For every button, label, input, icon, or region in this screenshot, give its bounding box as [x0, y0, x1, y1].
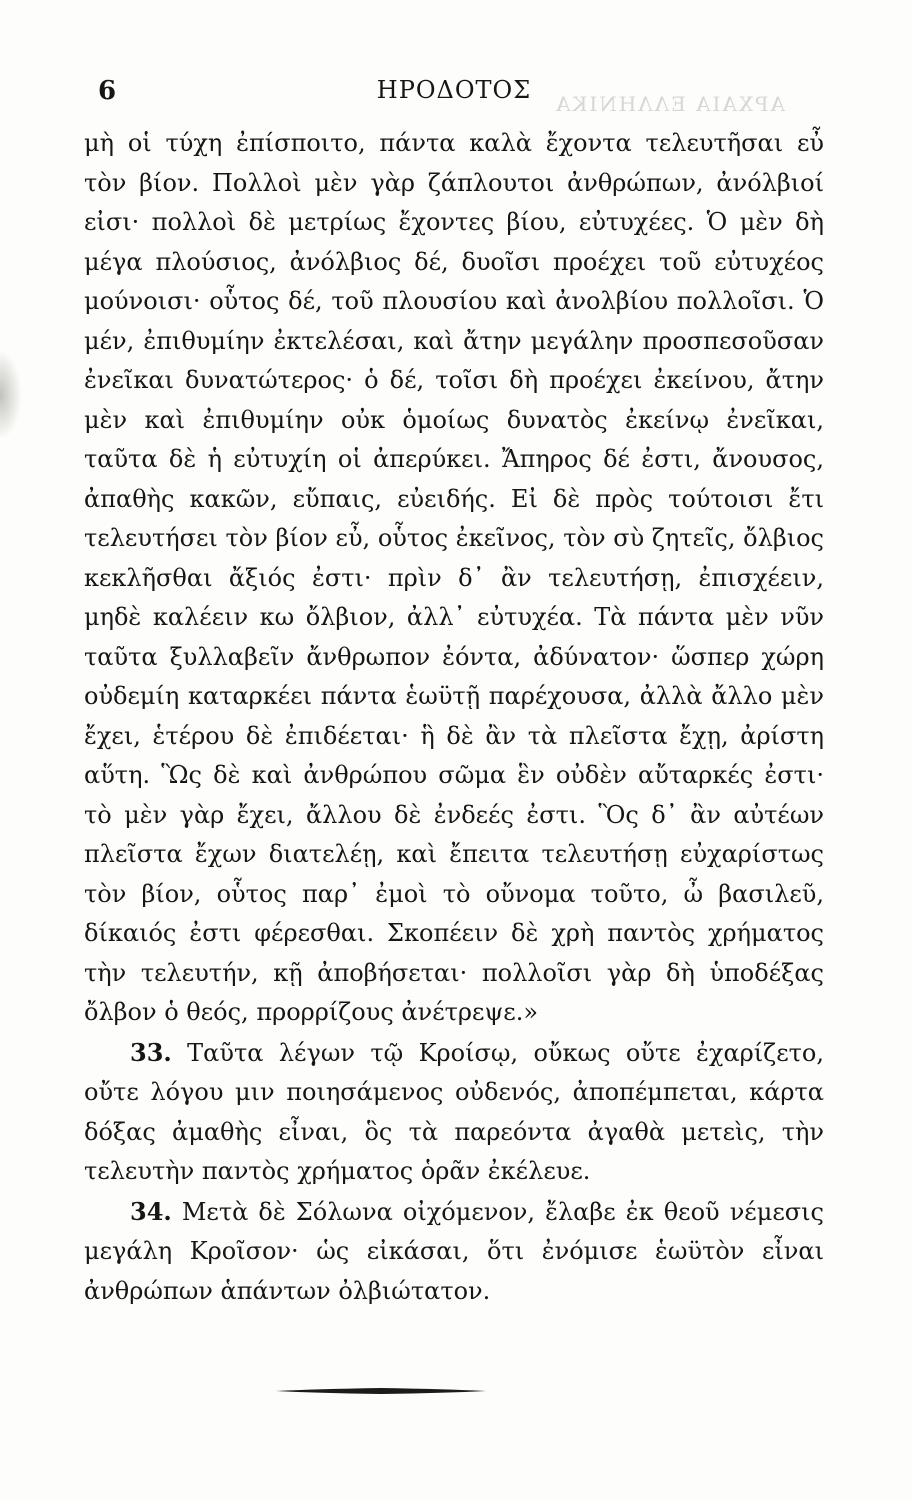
- paragraph-text: μὴ οἱ τύχη ἐπίσποιτο, πάντα καλὰ ἔχοντα τελευτῆσαι εὖ τὸν βίον. Πολλοὶ μὲν γὰρ ζάπλουτοι ἀνθρώπων, ἀνόλβιοί εἰσι· πολλοὶ δὲ μετρίως ἔχοντες βίου, εὐτυχέες. Ὁ μὲν δὴ μέγα πλούσιος, ἀνόλβιος δέ, δυοῖσι προέχει τοῦ εὐτυχέος μούνοισι· οὗτος δέ, τοῦ πλουσίου καὶ ἀνολβίου πολλοῖσι. Ὁ μέν, ἐπιθυμίην ἐκτελέσαι, καὶ ἄτην μεγάλην προσπεσοῦσαν ἐνεῖκαι δυνατώτερος· ὁ δέ, τοῖσι δὴ προέχει ἐκείνου, ἄτην μὲν καὶ ἐπιθυμίην οὐκ ὁμοίως δυνατὸς ἐκείνῳ ἐνεῖκαι, ταῦτα δὲ ἡ εὐτυχίη οἱ ἀπερύκει. Ἄπηρος δέ ἐστι, ἄνουσος, ἀπαθὴς κακῶν, εὔπαις, εὐειδής. Εἰ δὲ πρὸς τούτοισι ἔτι τελευτήσει τὸν βίον εὖ, οὗτος ἐκεῖνος, τὸν σὺ ζητεῖς, ὄλβιος κεκλῆσθαι ἄξιός ἐστι· πρὶν δ᾿ ἂν τελευτήσῃ, ἐπισχέειν, μηδὲ καλέειν κω ὄλβιον, ἀλλ᾿ εὐτυχέα. Τὰ πάντα μὲν νῦν ταῦτα ξυλλαβεῖν ἄνθρωπον ἐόντα, ἀδύνατον· ὥσπερ χώρη οὐδεμίη καταρκέει πάντα ἑωϋτῇ παρέχουσα, ἀλλὰ ἄλλο μὲν ἔχει, ἑτέρου δὲ ἐπιδέεται· ἣ δὲ ἂν τὰ πλεῖστα ἔχῃ, ἀρίστη αὕτη. Ὣς δὲ καὶ ἀνθρώπου σῶμα ἓν οὐδὲν αὔταρκές ἐστι· τὸ μὲν γὰρ ἔχει, ἄλλου δὲ ἐνδεές ἐστι. Ὃς δ᾿ ἂν αὐτέων πλεῖστα ἔχων διατελέῃ, καὶ ἔπειτα τελευτήσῃ εὐχαρίστως τὸν βίον, οὗτος παρ᾿ ἐμοὶ τὸ οὔνομα τοῦτο, ὦ βασιλεῦ, δίκαιός ἐστι φέρεσθαι. Σκοπέειν δὲ χρὴ παντὸς χρήματος τὴν τελευτήν, κῇ ἀποβήσεται· πολλοῖσι γὰρ δὴ ὑποδέξας ὄλβον ὁ θεός, προρρίζους ἀνέτρεψε.»: [84, 129, 824, 1026]
- page-edge-stain: [0, 350, 22, 440]
- body-text: [84, 124, 824, 1311]
- section-number: 33.: [130, 1037, 172, 1067]
- book-page: [84, 72, 824, 1311]
- section-number: 34.: [130, 1196, 172, 1226]
- page-number: 6: [98, 76, 117, 106]
- header-title: ΗΡΟΔΟΤΟΣ: [376, 76, 532, 104]
- paragraph-section-33: [84, 1033, 824, 1192]
- end-ornament-rule: [276, 1386, 486, 1396]
- paragraph-section-34: [84, 1192, 824, 1312]
- running-head: [84, 72, 824, 124]
- bleed-through-text: ΑΡΧΑΙΑ ΕΛΛΗΝΙΚΑ: [554, 92, 785, 116]
- paragraph-text: Ταῦτα λέγων τῷ Κροίσῳ, οὔκως οὔτε ἐχαρίζετο, οὔτε λόγου μιν ποιησάμενος οὐδενός, ἀποπέμπεται, κάρτα δόξας ἀμαθὴς εἶναι, ὃς τὰ παρεόντα ἀγαθὰ μετεὶς, τὴν τελευτὴν παντὸς χρήματος ὁρᾶν ἐκέλευε.: [84, 1038, 824, 1185]
- paragraph-continuation: [84, 124, 824, 1033]
- paragraph-text: Μετὰ δὲ Σόλωνα οἰχόμενον, ἔλαβε ἐκ θεοῦ νέμεσις μεγάλη Κροῖσον· ὡς εἰκάσαι, ὅτι ἐνόμισε ἑωϋτὸν εἶναι ἀνθρώπων ἁπάντων ὀλβιώτατον.: [84, 1197, 824, 1305]
